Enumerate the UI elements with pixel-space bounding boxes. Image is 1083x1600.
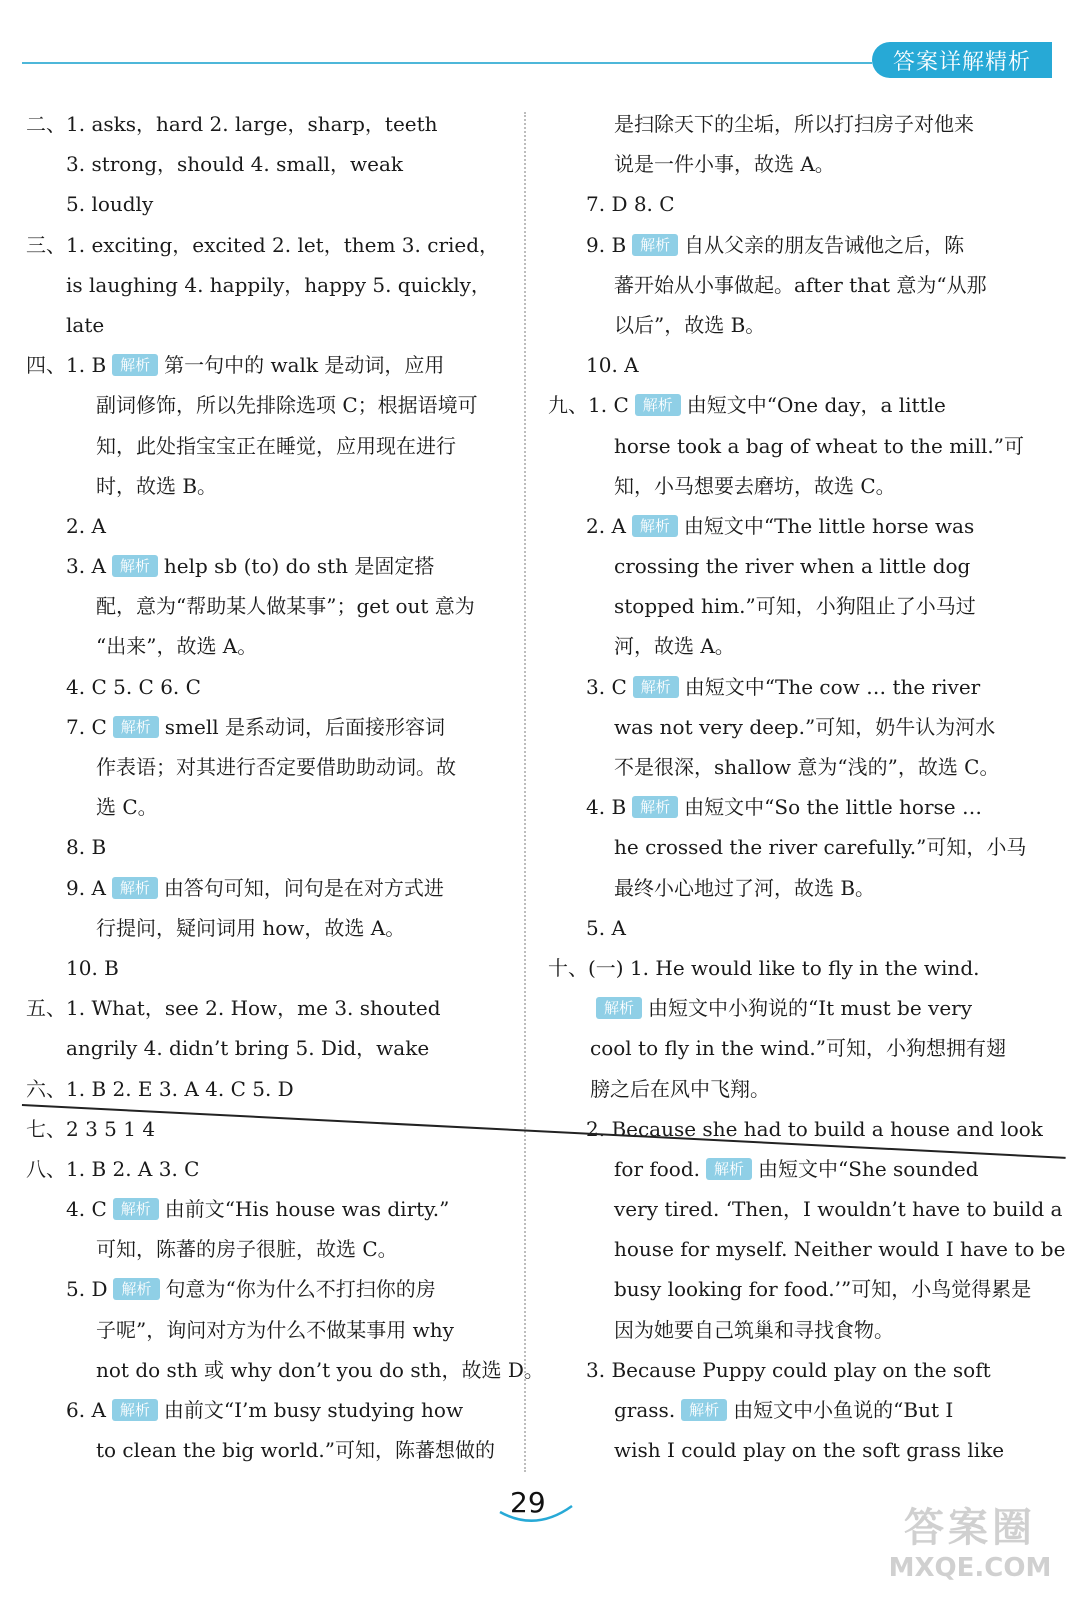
answer-text: 9. A [66, 875, 106, 900]
answer-line [548, 1229, 1066, 1269]
answer-line [26, 948, 510, 988]
answer-text: 由短文中“One day，a little [686, 393, 946, 418]
answer-text: 7. D 8. C [586, 192, 675, 217]
answer-text: wish I could play on the soft grass like [614, 1438, 1005, 1463]
analysis-badge: 解析 [635, 394, 681, 416]
answer-text: 由短文中小鱼说的“But I [733, 1398, 954, 1422]
answer-text: for food. [614, 1156, 701, 1181]
analysis-badge: 解析 [632, 234, 678, 256]
analysis-badge: 解析 [112, 877, 158, 899]
answer-line [26, 1310, 510, 1350]
watermark-logo [880, 1502, 1060, 1592]
answer-line [548, 747, 1030, 787]
answer-text: 七、2 3 5 1 4 [26, 1116, 156, 1141]
answer-line [26, 988, 510, 1028]
answer-text: 2. A [586, 513, 626, 538]
answer-text: angrily 4. didn’t bring 5. Did，wake [66, 1036, 430, 1061]
header-rule [22, 62, 872, 64]
answer-line [548, 345, 1030, 385]
answer-text: crossing the river when a little dog [614, 554, 971, 579]
answer-text: 由前文“His house was dirty.” [164, 1197, 450, 1222]
analysis-badge: 解析 [632, 796, 678, 818]
answer-text: busy looking for food.’”可知，小鸟觉得累是 [614, 1277, 1032, 1302]
answer-line [26, 908, 510, 948]
left-column [26, 104, 544, 1470]
answer-text: cool to fly in the wind.”可知，小狗想拥有翅 [590, 1036, 1006, 1061]
answer-text: 3. A [66, 554, 106, 579]
answer-line [26, 546, 510, 586]
header-tag: 答案详解精析 [872, 42, 1052, 78]
answer-line [548, 787, 1030, 827]
answer-line [548, 506, 1030, 546]
answer-text: 二、1. asks，hard 2. large，sharp，teeth [26, 112, 438, 136]
answer-line [26, 586, 510, 626]
answer-line [548, 1430, 1030, 1470]
analysis-badge: 解析 [113, 1198, 159, 1220]
answer-line [548, 184, 1030, 224]
analysis-badge: 解析 [706, 1158, 752, 1180]
answer-text: 因为她要自己筑巢和寻找食物。 [614, 1317, 894, 1342]
right-column [548, 104, 1066, 1470]
answer-text: 自从父亲的朋友告诫他之后，陈 [684, 232, 965, 257]
analysis-badge: 解析 [112, 555, 158, 577]
answer-line [26, 787, 510, 827]
answer-line [548, 1350, 1030, 1390]
answer-line [548, 225, 1030, 265]
answer-text: to clean the big world.”可知，陈蕃想做的 [96, 1438, 496, 1463]
answer-text: 六、1. B 2. E 3. A 4. C 5. D [26, 1076, 294, 1101]
answer-text: 由短文中“She sounded [758, 1156, 979, 1181]
answer-text: 选 C。 [96, 795, 158, 820]
answer-line [26, 1028, 510, 1068]
answer-text: 2. A [66, 513, 106, 538]
answer-text: 子呢”，询问对方为什么不做某事用 why [96, 1317, 454, 1342]
answer-text: 十、(一) 1. He would like to fly in the wind. [548, 955, 980, 980]
answer-text: 2. Because she had to build a house and look [586, 1116, 1043, 1141]
answer-line [548, 1390, 1030, 1430]
answer-text: help sb (to) do sth 是固定搭 [163, 554, 435, 579]
answer-line [26, 1189, 510, 1229]
answer-text: 5. loudly [66, 192, 154, 217]
answer-text: 由短文中“So the little horse … [684, 795, 982, 820]
answer-text: 3. strong，should 4. small，weak [66, 152, 404, 177]
answer-line [548, 948, 1030, 988]
answer-text: 八、1. B 2. A 3. C [26, 1156, 200, 1181]
analysis-badge: 解析 [632, 515, 678, 537]
answer-text: is laughing 4. happily，happy 5. quickly， [66, 272, 491, 297]
answer-text: 蕃开始从小事做起。after that 意为“从那 [614, 272, 987, 297]
answer-line [548, 868, 1030, 908]
answer-text: 以后”，故选 B。 [614, 312, 766, 337]
answer-line [548, 908, 1030, 948]
answer-text: 行提问，疑问词用 how，故选 A。 [96, 915, 406, 940]
page-number: 29 [510, 1486, 546, 1519]
answer-line [26, 506, 510, 546]
answer-text: 知，小马想要去磨坊，故选 C。 [614, 473, 896, 498]
answer-line [26, 265, 510, 305]
answer-text: he crossed the river carefully.”可知，小马 [614, 835, 1027, 860]
answer-text: smell 是系动词，后面接形容词 [164, 714, 445, 739]
answer-text: not do sth 或 why don’t you do sth，故选 D。 [96, 1357, 544, 1382]
answer-line [26, 144, 510, 184]
answer-line [548, 1149, 1030, 1189]
answer-line [26, 1430, 510, 1470]
answer-line [26, 707, 510, 747]
analysis-badge: 解析 [113, 716, 159, 738]
answer-line [548, 707, 1030, 747]
answer-text: stopped him.”可知，小狗阻止了小马过 [614, 594, 976, 619]
answer-text: 由前文“I’m busy studying how [163, 1398, 464, 1422]
watermark-url: MXQE.COM [888, 1553, 1052, 1583]
answer-line [26, 1390, 510, 1430]
answer-line [548, 1189, 1063, 1229]
answer-line [548, 265, 1030, 305]
answer-text: 可知，陈蕃的房子很脏，故选 C。 [96, 1237, 398, 1262]
answer-text: 4. B [586, 795, 627, 820]
answer-line [548, 546, 1030, 586]
answer-text: 五、1. What，see 2. How，me 3. shouted [26, 996, 441, 1021]
answer-line [26, 466, 510, 506]
answer-line [548, 1310, 1030, 1350]
answer-text: “出来”，故选 A。 [96, 634, 258, 659]
answer-line [26, 1269, 510, 1309]
answer-line [26, 747, 510, 787]
answer-text: 不是很深，shallow 意为“浅的”，故选 C。 [614, 755, 1000, 779]
analysis-badge: 解析 [633, 676, 679, 698]
answer-text: 句意为“你为什么不打扫你的房 [165, 1277, 436, 1302]
answer-text: 5. D [66, 1277, 108, 1302]
analysis-badge: 解析 [113, 1278, 159, 1300]
answer-text: late [66, 312, 105, 337]
answer-line [548, 385, 1030, 425]
answer-text: 10. A [586, 353, 639, 378]
answer-line [548, 104, 1030, 144]
answer-line [26, 1229, 510, 1269]
answer-text: 是扫除天下的尘垢，所以打扫房子对他来 [614, 112, 974, 136]
answer-line [26, 1149, 510, 1189]
answer-text: 7. C [66, 714, 107, 739]
answer-text: 由答句可知，问句是在对方式进 [163, 875, 444, 900]
answer-text: 说是一件小事，故选 A。 [614, 152, 835, 177]
column-divider [524, 112, 526, 1472]
answer-line [548, 667, 1030, 707]
answer-text: 膀之后在风中飞翔。 [590, 1076, 770, 1101]
answer-line [26, 1109, 510, 1149]
answer-text: house for myself. Neither would I have to be [614, 1237, 1066, 1262]
answer-line [26, 385, 510, 425]
answer-text: 4. C 5. C 6. C [66, 674, 201, 699]
answer-text: 四、1. B [26, 353, 107, 378]
answer-line [26, 305, 510, 345]
answer-text: 九、1. C [548, 393, 629, 418]
answer-line [548, 1269, 1030, 1309]
answer-text: 由短文中“The little horse was [683, 513, 975, 538]
answer-line [548, 144, 1030, 184]
answer-text: 3. Because Puppy could play on the soft [586, 1357, 991, 1382]
answer-line [26, 225, 510, 265]
answer-text: 4. C [66, 1197, 107, 1222]
answer-line [548, 1069, 1030, 1109]
answer-text: 5. A [586, 915, 626, 940]
answer-line [548, 626, 1030, 666]
answer-text: grass. [614, 1398, 676, 1422]
answer-text: 3. C [586, 674, 627, 699]
answer-text: very tired. ‘Then，I wouldn’t have to build a [614, 1197, 1063, 1222]
answer-line [548, 426, 1030, 466]
analysis-badge: 解析 [112, 354, 158, 376]
answer-text: horse took a bag of wheat to the mill.”可 [614, 433, 1024, 458]
answer-text: 第一句中的 walk 是动词，应用 [164, 353, 445, 378]
answer-line [26, 104, 510, 144]
answer-line [548, 988, 1030, 1028]
analysis-badge: 解析 [112, 1399, 158, 1421]
answer-line [26, 1350, 544, 1390]
answer-line [26, 868, 510, 908]
answer-text: 9. B [586, 232, 627, 257]
answer-line [548, 305, 1030, 345]
answer-text: 配，意为“帮助某人做某事”；get out 意为 [96, 594, 475, 619]
analysis-badge: 解析 [681, 1399, 727, 1421]
watermark-text: 答案圈 [904, 1505, 1036, 1551]
answer-text: 知，此处指宝宝正在睡觉，应用现在进行 [96, 433, 456, 458]
answer-text: 河，故选 A。 [614, 634, 735, 659]
answer-text: 6. A [66, 1398, 106, 1422]
answer-text: 时，故选 B。 [96, 473, 218, 498]
answer-line [26, 667, 510, 707]
answer-line [548, 466, 1030, 506]
answer-text: 作表语；对其进行否定要借助助动词。故 [96, 755, 456, 779]
answer-line [26, 426, 510, 466]
answer-line [548, 827, 1030, 867]
answer-text: was not very deep.”可知，奶牛认为河水 [614, 714, 996, 739]
answer-line [26, 345, 510, 385]
answer-text: 最终小心地过了河，故选 B。 [614, 875, 876, 900]
answer-line [26, 1069, 510, 1109]
answer-text: 由短文中小狗说的“It must be very [648, 996, 973, 1021]
answer-line [26, 827, 510, 867]
answer-text: 由短文中“The cow … the river [684, 674, 981, 699]
answer-text: 10. B [66, 955, 119, 980]
analysis-badge: 解析 [596, 997, 642, 1019]
answer-line [26, 184, 510, 224]
answer-text: 副词修饰，所以先排除选项 C；根据语境可 [96, 393, 478, 418]
answer-line [26, 626, 510, 666]
answer-line [548, 1028, 1030, 1068]
answer-line [548, 586, 1030, 626]
answer-text: 三、1. exciting，excited 2. let，them 3. cried， [26, 232, 500, 257]
answer-text: 8. B [66, 835, 107, 860]
